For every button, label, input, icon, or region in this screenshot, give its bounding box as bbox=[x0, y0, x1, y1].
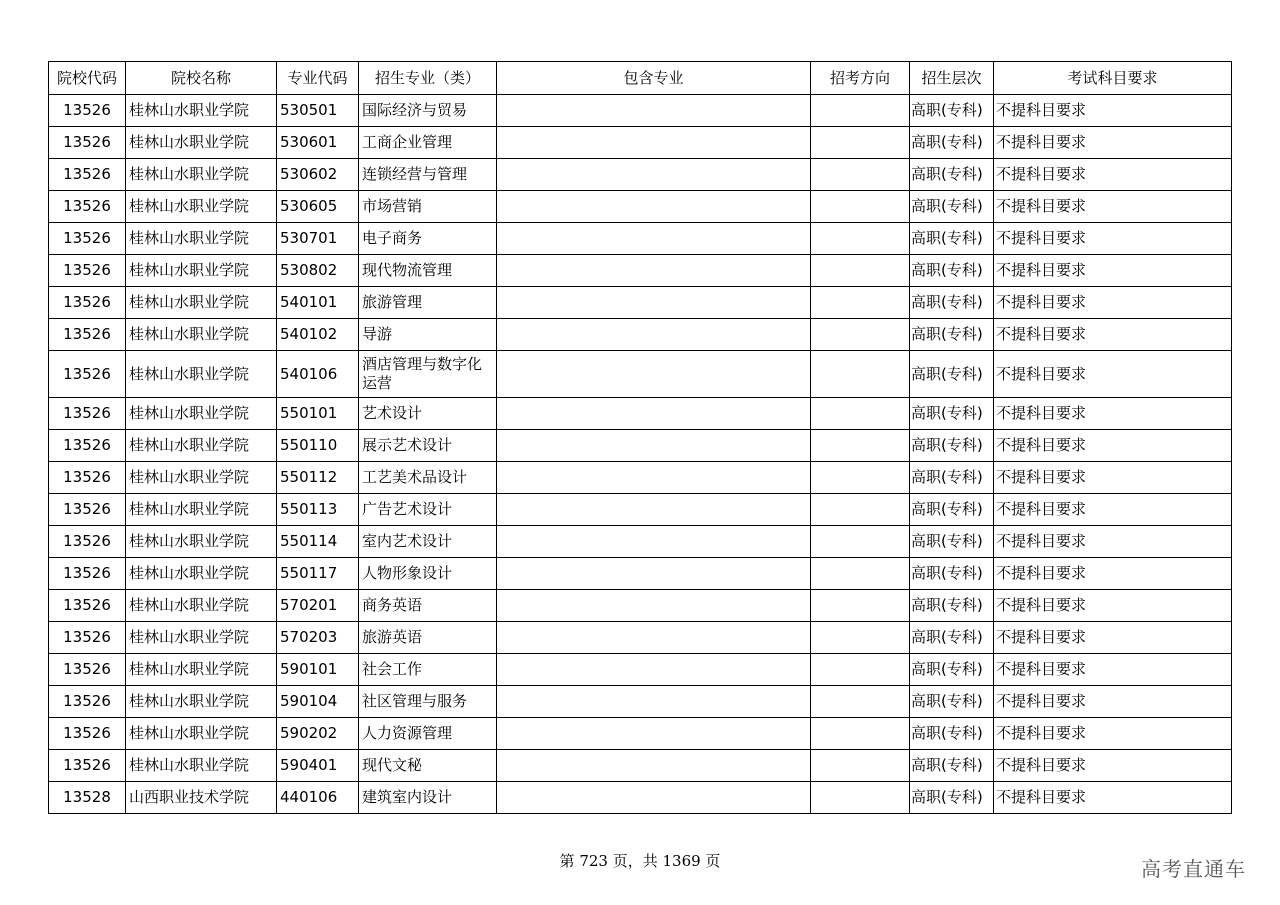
cell-exam-requirement: 不提科目要求 bbox=[994, 782, 1232, 814]
cell-major-code: 590104 bbox=[277, 686, 359, 718]
cell-level: 高职(专科) bbox=[910, 590, 994, 622]
cell-school-name: 桂林山水职业学院 bbox=[126, 430, 277, 462]
cell-exam-requirement: 不提科目要求 bbox=[994, 686, 1232, 718]
cell-major-code: 590401 bbox=[277, 750, 359, 782]
cell-major-code: 550117 bbox=[277, 558, 359, 590]
table-row bbox=[49, 95, 1232, 127]
cell-exam-requirement: 不提科目要求 bbox=[994, 191, 1232, 223]
cell-major-code: 530605 bbox=[277, 191, 359, 223]
cell-direction bbox=[811, 558, 910, 590]
cell-included-majors bbox=[497, 95, 811, 127]
cell-included-majors bbox=[497, 718, 811, 750]
cell-school-code: 13526 bbox=[49, 686, 126, 718]
cell-major: 人物形象设计 bbox=[359, 558, 497, 590]
cell-level: 高职(专科) bbox=[910, 319, 994, 351]
cell-included-majors bbox=[497, 526, 811, 558]
cell-included-majors bbox=[497, 462, 811, 494]
cell-major: 人力资源管理 bbox=[359, 718, 497, 750]
cell-level: 高职(专科) bbox=[910, 750, 994, 782]
table-header-row bbox=[49, 62, 1232, 95]
cell-level: 高职(专科) bbox=[910, 95, 994, 127]
cell-exam-requirement: 不提科目要求 bbox=[994, 430, 1232, 462]
table-row bbox=[49, 430, 1232, 462]
cell-major-code: 590202 bbox=[277, 718, 359, 750]
cell-school-code: 13526 bbox=[49, 159, 126, 191]
cell-school-code: 13526 bbox=[49, 462, 126, 494]
cell-exam-requirement: 不提科目要求 bbox=[994, 223, 1232, 255]
cell-exam-requirement: 不提科目要求 bbox=[994, 255, 1232, 287]
page-number: 第 723 页，共 1369 页 bbox=[559, 852, 721, 870]
cell-level: 高职(专科) bbox=[910, 494, 994, 526]
cell-school-name: 山西职业技术学院 bbox=[126, 782, 277, 814]
cell-school-name: 桂林山水职业学院 bbox=[126, 127, 277, 159]
cell-school-name: 桂林山水职业学院 bbox=[126, 159, 277, 191]
cell-direction bbox=[811, 654, 910, 686]
table-row bbox=[49, 255, 1232, 287]
cell-school-name: 桂林山水职业学院 bbox=[126, 191, 277, 223]
cell-exam-requirement: 不提科目要求 bbox=[994, 462, 1232, 494]
cell-direction bbox=[811, 430, 910, 462]
cell-major-code: 590101 bbox=[277, 654, 359, 686]
cell-included-majors bbox=[497, 686, 811, 718]
cell-included-majors bbox=[497, 319, 811, 351]
cell-direction bbox=[811, 255, 910, 287]
cell-school-name: 桂林山水职业学院 bbox=[126, 718, 277, 750]
cell-school-name: 桂林山水职业学院 bbox=[126, 494, 277, 526]
cell-major: 酒店管理与数字化运营 bbox=[359, 351, 497, 398]
header-level: 招生层次 bbox=[910, 62, 994, 95]
table-row bbox=[49, 654, 1232, 686]
cell-included-majors bbox=[497, 127, 811, 159]
cell-major-code: 540106 bbox=[277, 351, 359, 398]
cell-direction bbox=[811, 319, 910, 351]
cell-school-name: 桂林山水职业学院 bbox=[126, 462, 277, 494]
cell-major: 旅游英语 bbox=[359, 622, 497, 654]
cell-major-code: 550113 bbox=[277, 494, 359, 526]
table-row bbox=[49, 398, 1232, 430]
cell-direction bbox=[811, 494, 910, 526]
cell-direction bbox=[811, 95, 910, 127]
table-row bbox=[49, 127, 1232, 159]
cell-major-code: 550110 bbox=[277, 430, 359, 462]
table-row bbox=[49, 287, 1232, 319]
cell-school-code: 13526 bbox=[49, 590, 126, 622]
cell-school-code: 13526 bbox=[49, 191, 126, 223]
cell-school-code: 13526 bbox=[49, 622, 126, 654]
cell-major-code: 530802 bbox=[277, 255, 359, 287]
cell-level: 高职(专科) bbox=[910, 430, 994, 462]
cell-major-code: 530501 bbox=[277, 95, 359, 127]
header-direction: 招考方向 bbox=[811, 62, 910, 95]
table-row bbox=[49, 750, 1232, 782]
cell-major: 社会工作 bbox=[359, 654, 497, 686]
cell-major: 市场营销 bbox=[359, 191, 497, 223]
table-row bbox=[49, 558, 1232, 590]
cell-major: 室内艺术设计 bbox=[359, 526, 497, 558]
cell-school-name: 桂林山水职业学院 bbox=[126, 622, 277, 654]
cell-school-name: 桂林山水职业学院 bbox=[126, 398, 277, 430]
cell-exam-requirement: 不提科目要求 bbox=[994, 750, 1232, 782]
header-school-code: 院校代码 bbox=[49, 62, 126, 95]
cell-major: 工商企业管理 bbox=[359, 127, 497, 159]
cell-included-majors bbox=[497, 255, 811, 287]
table-row bbox=[49, 223, 1232, 255]
cell-school-code: 13526 bbox=[49, 718, 126, 750]
header-included-majors: 包含专业 bbox=[497, 62, 811, 95]
table-row bbox=[49, 494, 1232, 526]
cell-major: 电子商务 bbox=[359, 223, 497, 255]
cell-major: 艺术设计 bbox=[359, 398, 497, 430]
cell-school-code: 13526 bbox=[49, 127, 126, 159]
cell-included-majors bbox=[497, 287, 811, 319]
cell-major: 建筑室内设计 bbox=[359, 782, 497, 814]
cell-school-code: 13526 bbox=[49, 319, 126, 351]
cell-exam-requirement: 不提科目要求 bbox=[994, 654, 1232, 686]
table-body bbox=[49, 95, 1232, 814]
cell-direction bbox=[811, 223, 910, 255]
cell-school-code: 13526 bbox=[49, 430, 126, 462]
cell-level: 高职(专科) bbox=[910, 718, 994, 750]
cell-school-name: 桂林山水职业学院 bbox=[126, 287, 277, 319]
cell-direction bbox=[811, 159, 910, 191]
cell-included-majors bbox=[497, 159, 811, 191]
cell-level: 高职(专科) bbox=[910, 462, 994, 494]
cell-direction bbox=[811, 351, 910, 398]
cell-direction bbox=[811, 191, 910, 223]
cell-major-code: 540102 bbox=[277, 319, 359, 351]
cell-included-majors bbox=[497, 398, 811, 430]
cell-level: 高职(专科) bbox=[910, 127, 994, 159]
cell-included-majors bbox=[497, 590, 811, 622]
cell-direction bbox=[811, 718, 910, 750]
cell-major: 旅游管理 bbox=[359, 287, 497, 319]
cell-school-code: 13526 bbox=[49, 223, 126, 255]
table-row bbox=[49, 319, 1232, 351]
cell-school-code: 13526 bbox=[49, 750, 126, 782]
cell-direction bbox=[811, 526, 910, 558]
cell-exam-requirement: 不提科目要求 bbox=[994, 558, 1232, 590]
table-row bbox=[49, 191, 1232, 223]
cell-major: 现代文秘 bbox=[359, 750, 497, 782]
cell-included-majors bbox=[497, 654, 811, 686]
cell-level: 高职(专科) bbox=[910, 191, 994, 223]
cell-exam-requirement: 不提科目要求 bbox=[994, 351, 1232, 398]
cell-major-code: 550114 bbox=[277, 526, 359, 558]
admissions-table-container bbox=[48, 61, 1231, 814]
cell-school-name: 桂林山水职业学院 bbox=[126, 526, 277, 558]
cell-school-code: 13526 bbox=[49, 95, 126, 127]
cell-school-name: 桂林山水职业学院 bbox=[126, 558, 277, 590]
cell-school-code: 13526 bbox=[49, 526, 126, 558]
table-row bbox=[49, 351, 1232, 398]
table-row bbox=[49, 686, 1232, 718]
header-major-code: 专业代码 bbox=[277, 62, 359, 95]
cell-exam-requirement: 不提科目要求 bbox=[994, 127, 1232, 159]
table-row bbox=[49, 718, 1232, 750]
cell-school-code: 13526 bbox=[49, 494, 126, 526]
cell-school-code: 13526 bbox=[49, 398, 126, 430]
cell-level: 高职(专科) bbox=[910, 255, 994, 287]
cell-school-name: 桂林山水职业学院 bbox=[126, 686, 277, 718]
cell-major: 工艺美术品设计 bbox=[359, 462, 497, 494]
watermark: 高考直通车 bbox=[1141, 857, 1246, 881]
table-row bbox=[49, 526, 1232, 558]
cell-exam-requirement: 不提科目要求 bbox=[994, 526, 1232, 558]
cell-major: 连锁经营与管理 bbox=[359, 159, 497, 191]
cell-level: 高职(专科) bbox=[910, 558, 994, 590]
cell-level: 高职(专科) bbox=[910, 287, 994, 319]
cell-direction bbox=[811, 750, 910, 782]
cell-school-name: 桂林山水职业学院 bbox=[126, 95, 277, 127]
cell-major-code: 530601 bbox=[277, 127, 359, 159]
cell-school-name: 桂林山水职业学院 bbox=[126, 255, 277, 287]
cell-major-code: 530701 bbox=[277, 223, 359, 255]
table-row bbox=[49, 159, 1232, 191]
table-row bbox=[49, 590, 1232, 622]
cell-exam-requirement: 不提科目要求 bbox=[994, 287, 1232, 319]
cell-major-code: 540101 bbox=[277, 287, 359, 319]
cell-direction bbox=[811, 622, 910, 654]
cell-major-code: 440106 bbox=[277, 782, 359, 814]
cell-major: 现代物流管理 bbox=[359, 255, 497, 287]
cell-direction bbox=[811, 127, 910, 159]
cell-included-majors bbox=[497, 782, 811, 814]
cell-included-majors bbox=[497, 622, 811, 654]
cell-major: 商务英语 bbox=[359, 590, 497, 622]
cell-school-code: 13526 bbox=[49, 287, 126, 319]
cell-exam-requirement: 不提科目要求 bbox=[994, 590, 1232, 622]
cell-major: 展示艺术设计 bbox=[359, 430, 497, 462]
cell-school-name: 桂林山水职业学院 bbox=[126, 750, 277, 782]
cell-included-majors bbox=[497, 494, 811, 526]
cell-major: 导游 bbox=[359, 319, 497, 351]
cell-level: 高职(专科) bbox=[910, 782, 994, 814]
cell-school-name: 桂林山水职业学院 bbox=[126, 590, 277, 622]
cell-school-name: 桂林山水职业学院 bbox=[126, 223, 277, 255]
cell-included-majors bbox=[497, 558, 811, 590]
cell-level: 高职(专科) bbox=[910, 398, 994, 430]
cell-exam-requirement: 不提科目要求 bbox=[994, 622, 1232, 654]
cell-major: 广告艺术设计 bbox=[359, 494, 497, 526]
cell-level: 高职(专科) bbox=[910, 686, 994, 718]
cell-school-name: 桂林山水职业学院 bbox=[126, 351, 277, 398]
header-major: 招生专业（类） bbox=[359, 62, 497, 95]
cell-school-code: 13526 bbox=[49, 255, 126, 287]
cell-direction bbox=[811, 287, 910, 319]
cell-included-majors bbox=[497, 223, 811, 255]
cell-school-code: 13526 bbox=[49, 654, 126, 686]
cell-included-majors bbox=[497, 191, 811, 223]
cell-major-code: 570201 bbox=[277, 590, 359, 622]
cell-major: 国际经济与贸易 bbox=[359, 95, 497, 127]
cell-exam-requirement: 不提科目要求 bbox=[994, 494, 1232, 526]
cell-exam-requirement: 不提科目要求 bbox=[994, 159, 1232, 191]
cell-direction bbox=[811, 590, 910, 622]
cell-school-code: 13526 bbox=[49, 558, 126, 590]
cell-level: 高职(专科) bbox=[910, 622, 994, 654]
cell-included-majors bbox=[497, 351, 811, 398]
table-row bbox=[49, 462, 1232, 494]
cell-level: 高职(专科) bbox=[910, 159, 994, 191]
cell-major-code: 530602 bbox=[277, 159, 359, 191]
cell-major-code: 570203 bbox=[277, 622, 359, 654]
cell-school-code: 13528 bbox=[49, 782, 126, 814]
cell-exam-requirement: 不提科目要求 bbox=[994, 319, 1232, 351]
cell-direction bbox=[811, 686, 910, 718]
cell-exam-requirement: 不提科目要求 bbox=[994, 95, 1232, 127]
header-exam-requirement: 考试科目要求 bbox=[994, 62, 1232, 95]
cell-direction bbox=[811, 782, 910, 814]
cell-school-code: 13526 bbox=[49, 351, 126, 398]
cell-school-name: 桂林山水职业学院 bbox=[126, 654, 277, 686]
cell-school-name: 桂林山水职业学院 bbox=[126, 319, 277, 351]
cell-direction bbox=[811, 398, 910, 430]
cell-major-code: 550101 bbox=[277, 398, 359, 430]
admissions-table bbox=[48, 61, 1232, 814]
cell-level: 高职(专科) bbox=[910, 654, 994, 686]
cell-major: 社区管理与服务 bbox=[359, 686, 497, 718]
cell-major-code: 550112 bbox=[277, 462, 359, 494]
cell-level: 高职(专科) bbox=[910, 223, 994, 255]
cell-included-majors bbox=[497, 750, 811, 782]
header-school-name: 院校名称 bbox=[126, 62, 277, 95]
cell-level: 高职(专科) bbox=[910, 526, 994, 558]
cell-level: 高职(专科) bbox=[910, 351, 994, 398]
cell-direction bbox=[811, 462, 910, 494]
table-row bbox=[49, 622, 1232, 654]
table-row bbox=[49, 782, 1232, 814]
cell-exam-requirement: 不提科目要求 bbox=[994, 718, 1232, 750]
cell-included-majors bbox=[497, 430, 811, 462]
cell-exam-requirement: 不提科目要求 bbox=[994, 398, 1232, 430]
